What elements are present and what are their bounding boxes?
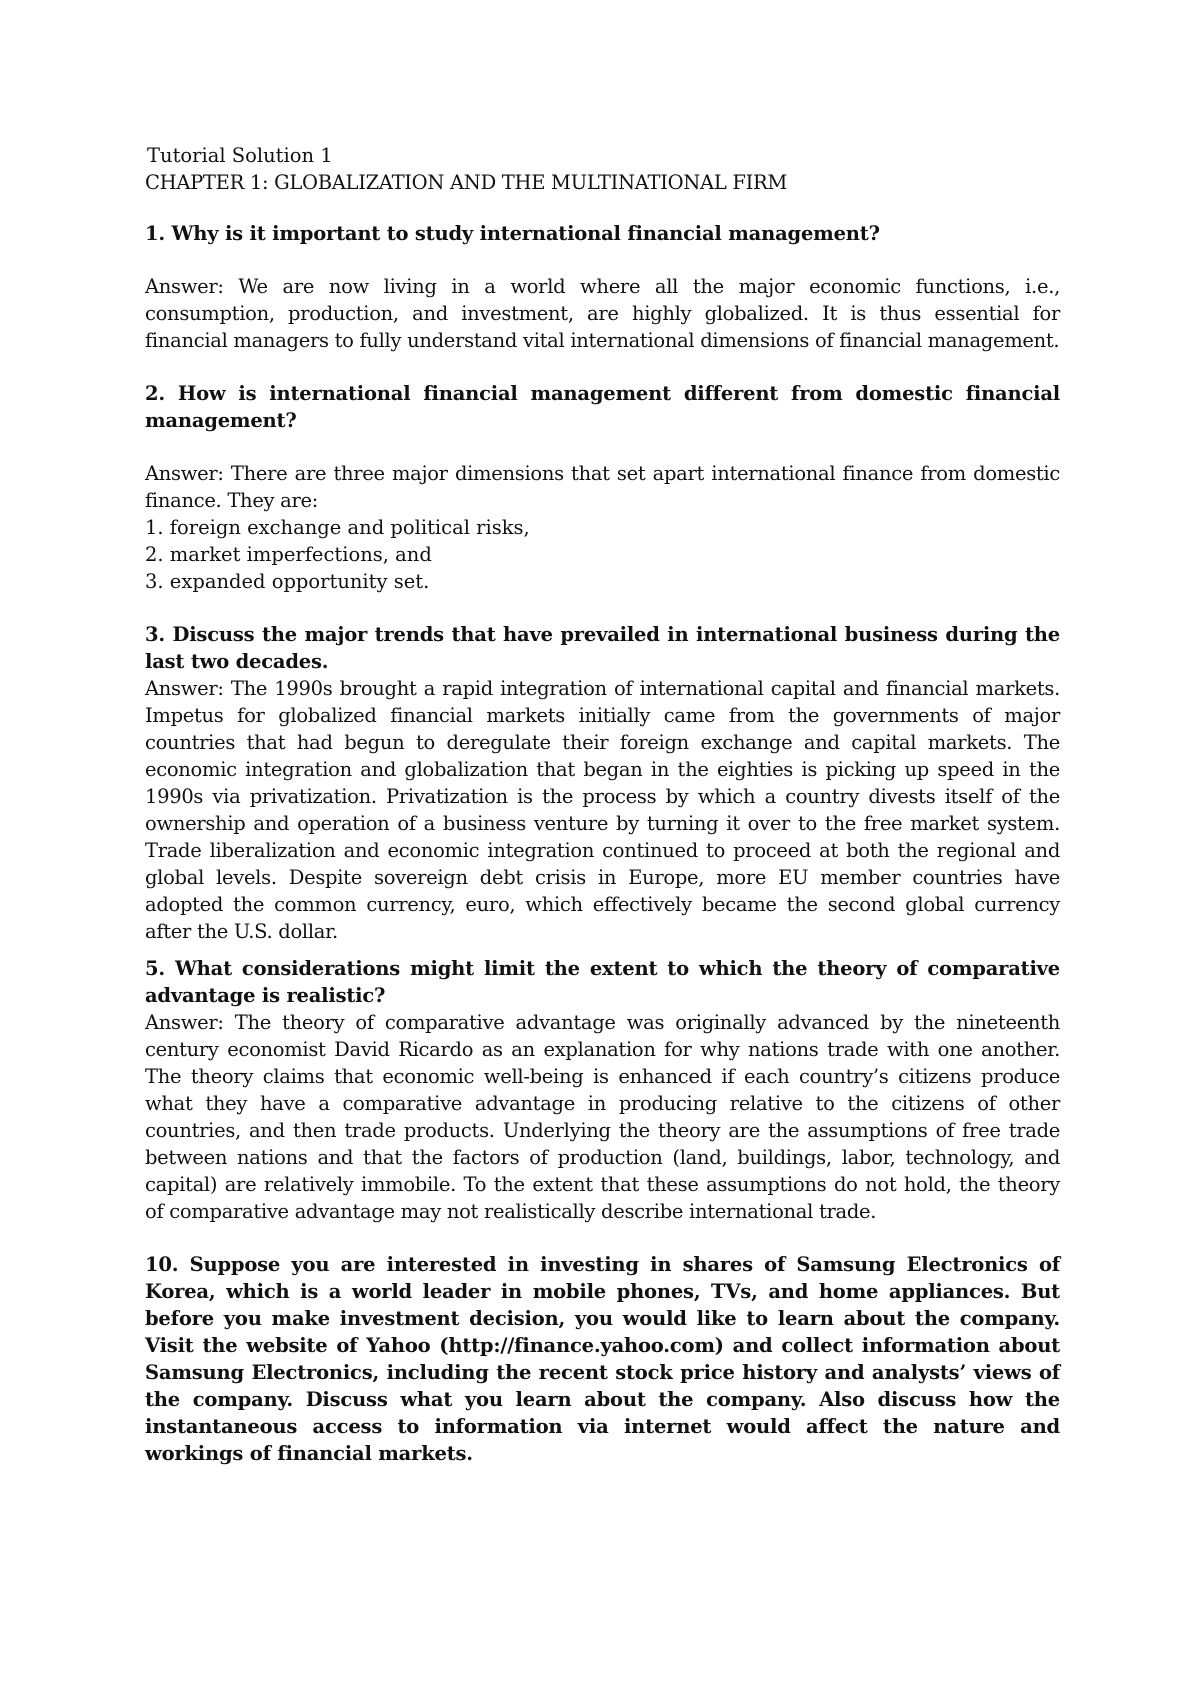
spacer bbox=[145, 354, 1060, 380]
spacer bbox=[145, 434, 1060, 460]
spacer bbox=[145, 1225, 1060, 1251]
question-2-section bbox=[145, 380, 1060, 595]
document-page bbox=[145, 142, 1060, 1467]
question-1: 1. Why is it important to study international financial management? bbox=[145, 222, 880, 245]
list-item: 3. expanded opportunity set. bbox=[145, 570, 430, 593]
spacer bbox=[145, 945, 1060, 955]
question-10: 10. Suppose you are interested in investing in shares of Samsung Electronics of Korea, which is a world leader in mobile phones, TVs, and home appliances. But before you make investment decision, you would like to learn about the company. Visit the website of Yahoo (http://finance.yahoo.com) and collect information about Samsung Electronics, including the recent stock price history and analysts’ views of the company. Discuss what you learn about the company. Also discuss how the instantaneous access to information via internet would affect the nature and workings of financial markets. bbox=[145, 1253, 1060, 1465]
question-5-section bbox=[145, 955, 1060, 1225]
question-3-section bbox=[145, 621, 1060, 945]
question-1-section bbox=[145, 220, 1060, 354]
spacer bbox=[145, 595, 1060, 621]
document-title: Tutorial Solution 1 bbox=[147, 144, 333, 167]
answer-2: Answer: There are three major dimensions that set apart international finance from domestic finance. They are: bbox=[145, 462, 1060, 512]
answer-5: Answer: The theory of comparative advantage was originally advanced by the nineteenth century economist David Ricardo as an explanation for why nations trade with one another. The theory claims that economic well-being is enhanced if each country’s citizens produce what they have a comparative advantage in producing relative to the citizens of other countries, and then trade products. Underlying the theory are the assumptions of free trade between nations and that the factors of production (land, buildings, labor, technology, and capital) are relatively immobile. To the extent that these assumptions do not hold, the theory of comparative advantage may not realistically describe international trade. bbox=[145, 1011, 1060, 1223]
spacer bbox=[145, 247, 1060, 273]
question-2: 2. How is international financial management different from domestic financial management? bbox=[145, 382, 1060, 432]
list-item: 2. market imperfections, and bbox=[145, 543, 432, 566]
question-3: 3. Discuss the major trends that have prevailed in international business during the last two decades. bbox=[145, 623, 1060, 673]
question-5: 5. What considerations might limit the extent to which the theory of comparative advantage is realistic? bbox=[145, 957, 1060, 1007]
answer-3: Answer: The 1990s brought a rapid integration of international capital and financial markets. Impetus for globalized financial markets initially came from the governments of major countries that had begun to deregulate their foreign exchange and capital markets. The economic integration and globalization that began in the eighties is picking up speed in the 1990s via privatization. Privatization is the process by which a country divests itself of the ownership and operation of a business venture by turning it over to the free market system. Trade liberalization and economic integration continued to proceed at both the regional and global levels. Despite sovereign debt crisis in Europe, more EU member countries have adopted the common currency, euro, which effectively became the second global currency after the U.S. dollar. bbox=[145, 677, 1060, 943]
answer-1: Answer: We are now living in a world where all the major economic functions, i.e., consumption, production, and investment, are highly globalized. It is thus essential for financial managers to fully understand vital international dimensions of financial management. bbox=[145, 275, 1060, 352]
list-item: 1. foreign exchange and political risks, bbox=[145, 516, 530, 539]
answer-2-list bbox=[145, 514, 1060, 595]
chapter-heading: CHAPTER 1: GLOBALIZATION AND THE MULTINATIONAL FIRM bbox=[145, 171, 788, 194]
question-10-section bbox=[145, 1251, 1060, 1467]
